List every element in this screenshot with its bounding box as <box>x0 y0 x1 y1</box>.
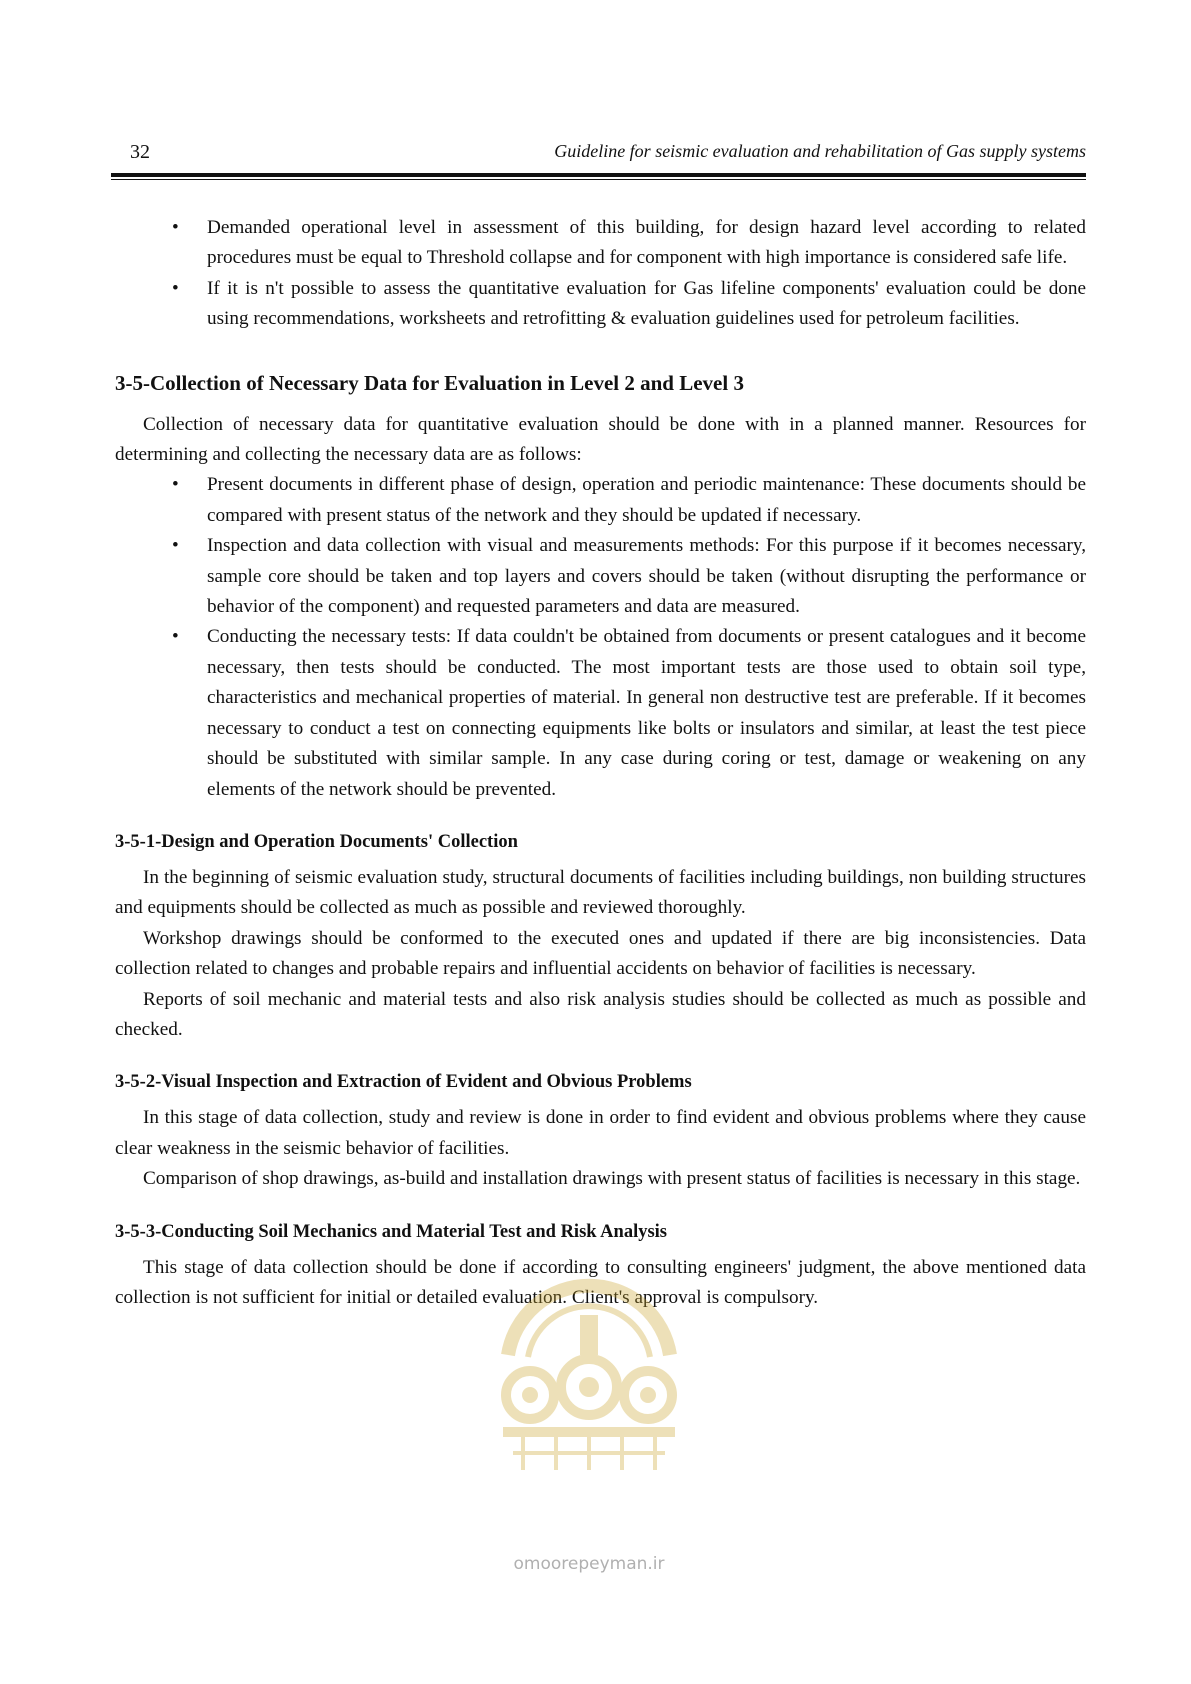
paragraph: This stage of data collection should be done if according to consulting engineers' judgment, the above mentioned data collection is not sufficient for initial or detailed evaluation. Client's approval is compulsory. <box>115 1256 1086 1308</box>
page-body <box>115 213 1086 1313</box>
intro-bullet-list <box>115 213 1086 335</box>
section-heading-3-5-3: 3-5-3-Conducting Soil Mechanics and Material Test and Risk Analysis <box>115 1221 667 1242</box>
list-item-text: Conducting the necessary tests: If data couldn't be obtained from documents or present catalogues and it become necessary, then tests should be conducted. The most important tests are those used to obtain soil type, characteristics and mechanical properties of material. In general non destructive test are preferable. If it becomes necessary to conduct a test on connecting equipments like bolts or insulators and similar, at least the test piece should be substituted with similar sample. In any case during coring or test, damage or weakening on any elements of the network should be prevented. <box>207 626 1086 800</box>
list-item <box>115 531 1086 622</box>
list-item <box>115 213 1086 274</box>
list-item <box>115 274 1086 335</box>
list-item-text: If it is n't possible to assess the quantitative evaluation for Gas lifeline components' evaluation could be done using recommendations, worksheets and retrofitting & evaluation guidelines used for petroleum facilities. <box>207 277 1086 330</box>
paragraph: Workshop drawings should be conformed to the executed ones and updated if there are big inconsistencies. Data collection related to changes and probable repairs and influential accidents on behavior of facilities is necessary. <box>115 927 1086 980</box>
paragraph: Reports of soil mechanic and material tests and also risk analysis studies should be collected as much as possible and checked. <box>115 988 1086 1040</box>
page-number: 32 <box>130 141 150 163</box>
bullet-icon: • <box>172 217 179 238</box>
list-item <box>115 470 1086 531</box>
running-title: Guideline for seismic evaluation and rehabilitation of Gas supply systems <box>554 141 1086 161</box>
bullet-icon: • <box>172 277 179 299</box>
list-item-text: Present documents in different phase of design, operation and periodic maintenance: These documents should be compared with present status of the network and they should be updated if necessary. <box>207 474 1086 526</box>
paragraph: In the beginning of seismic evaluation study, structural documents of facilities including buildings, non building structures and equipments should be collected as much as possible and reviewed thoroughly. <box>115 866 1086 919</box>
bullet-icon: • <box>172 626 179 648</box>
list-item-text: Inspection and data collection with visual and measurements methods: For this purpose if it becomes necessary, sample core should be taken and top layers and covers should be taken (without disrupting the performance or behavior of the component) and requested parameters and data are measured. <box>207 535 1086 618</box>
list-item-text: Demanded operational level in assessment of this building, for design hazard level according to related procedures must be equal to Threshold collapse and for component with high importance is considered safe life. <box>207 217 1086 269</box>
bullet-icon: • <box>172 474 179 496</box>
page-header <box>113 141 1086 165</box>
section-heading-3-5-2: 3-5-2-Visual Inspection and Extraction of Evident and Obvious Problems <box>115 1072 692 1093</box>
bullet-icon: • <box>172 535 179 557</box>
paragraph: Collection of necessary data for quantitative evaluation should be done with in a planned manner. Resources for determining and collecting the necessary data are as follows: <box>115 413 1086 466</box>
paragraph: Comparison of shop drawings, as-build and installation drawings with present status of facilities is necessary in this stage. <box>143 1168 1081 1190</box>
section-heading-3-5-1: 3-5-1-Design and Operation Documents' Collection <box>115 831 518 852</box>
resources-bullet-list <box>115 470 1086 804</box>
header-rule-thin <box>111 179 1086 180</box>
header-rule-thick <box>111 173 1086 177</box>
list-item <box>115 622 1086 804</box>
section-heading-3-5: 3-5-Collection of Necessary Data for Evaluation in Level 2 and Level 3 <box>115 370 744 395</box>
paragraph: In this stage of data collection, study and review is done in order to find evident and obvious problems where they cause clear weakness in the seismic behavior of facilities. <box>115 1107 1086 1159</box>
watermark-site-label: omoorepeyman.ir <box>513 1554 665 1574</box>
